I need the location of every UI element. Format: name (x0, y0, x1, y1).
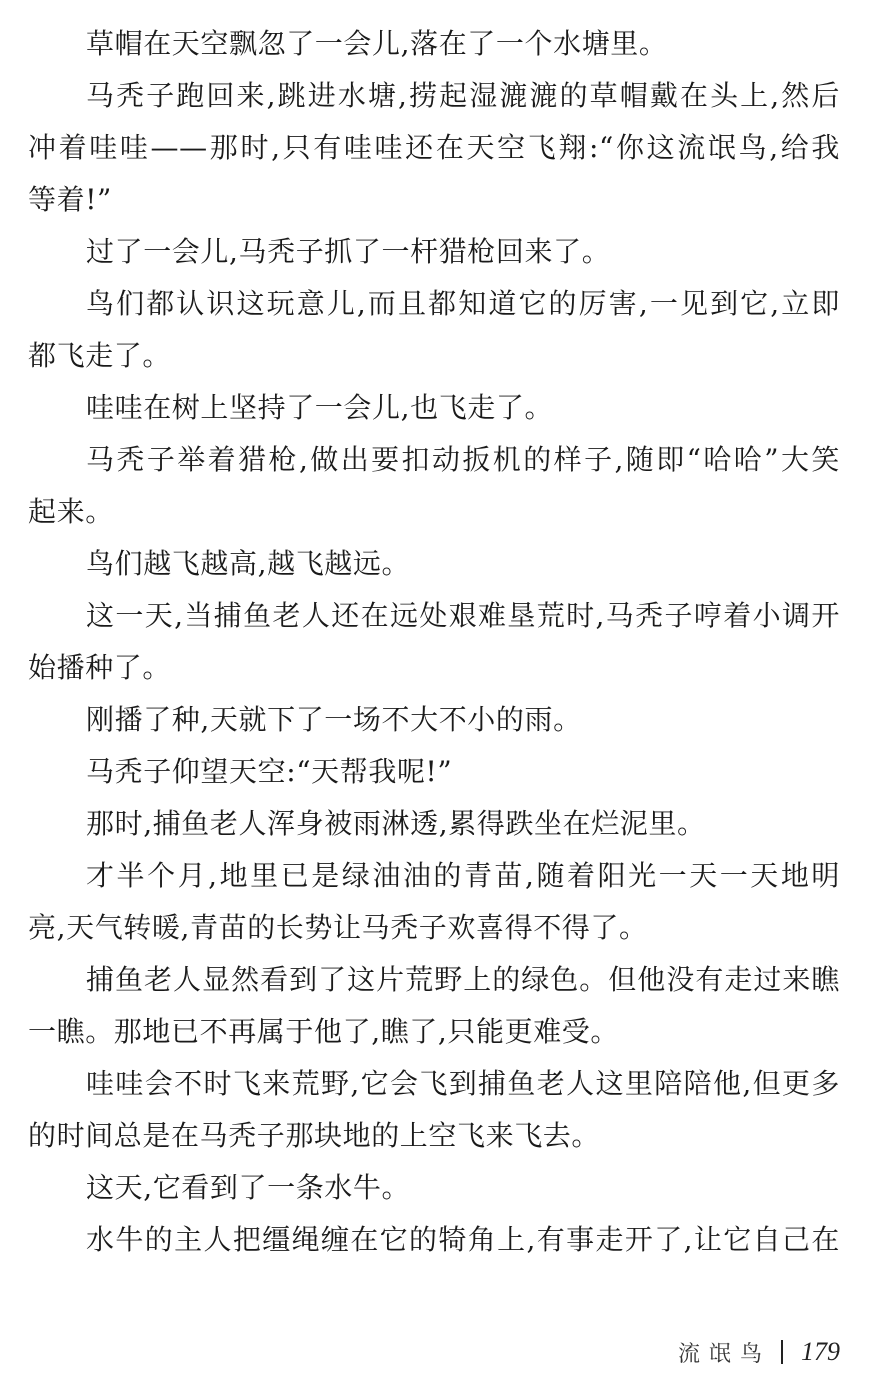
footer-divider (781, 1340, 783, 1364)
text-line: 水牛的主人把缰绳缠在它的犄角上,有事走开了,让它自己在 (86, 1223, 840, 1256)
text-line: 马秃子仰望天空:“天帮我呢!” (86, 755, 453, 788)
text-line: 这一天,当捕鱼老人还在远处艰难垦荒时,马秃子哼着小调开 (86, 599, 840, 632)
text-line: 草帽在天空飘忽了一会儿,落在了一个水塘里。 (86, 27, 668, 60)
text-line: 的时间总是在马秃子那块地的上空飞来飞去。 (28, 1119, 601, 1152)
text-line: 鸟们越飞越高,越飞越远。 (86, 547, 411, 580)
running-title: 流氓鸟 (677, 1341, 771, 1367)
text-line: 一瞧。那地已不再属于他了,瞧了,只能更难受。 (28, 1015, 620, 1048)
text-line: 才半个月,地里已是绿油油的青苗,随着阳光一天一天地明 (86, 859, 840, 892)
text-line: 起来。 (28, 495, 114, 528)
text-line: 马秃子举着猎枪,做出要扣动扳机的样子,随即“哈哈”大笑 (86, 443, 840, 476)
text-line: 始播种了。 (28, 651, 172, 684)
text-line: 过了一会儿,马秃子抓了一杆猎枪回来了。 (86, 235, 611, 268)
page-footer (678, 1332, 840, 1372)
text-line: 捕鱼老人显然看到了这片荒野上的绿色。但他没有走过来瞧 (86, 963, 840, 996)
text-line: 哇哇在树上坚持了一会儿,也飞走了。 (86, 391, 554, 424)
text-line: 哇哇会不时飞来荒野,它会飞到捕鱼老人这里陪陪他,但更多 (86, 1067, 840, 1100)
text-line: 亮,天气转暖,青苗的长势让马秃子欢喜得不得了。 (28, 911, 648, 944)
text-line: 这天,它看到了一条水牛。 (86, 1171, 411, 1204)
text-line: 冲着哇哇——那时,只有哇哇还在天空飞翔:“你这流氓鸟,给我 (28, 131, 840, 164)
text-line: 马秃子跑回来,跳进水塘,捞起湿漉漉的草帽戴在头上,然后 (86, 79, 840, 112)
text-line: 那时,捕鱼老人浑身被雨淋透,累得跌坐在烂泥里。 (86, 807, 706, 840)
page-number: 179 (801, 1337, 840, 1366)
page-body (28, 18, 842, 1266)
text-line: 刚播了种,天就下了一场不大不小的雨。 (86, 703, 582, 736)
text-line: 等着!” (28, 183, 112, 216)
text-line: 都飞走了。 (28, 339, 172, 372)
text-line: 鸟们都认识这玩意儿,而且都知道它的厉害,一见到它,立即 (86, 287, 840, 320)
